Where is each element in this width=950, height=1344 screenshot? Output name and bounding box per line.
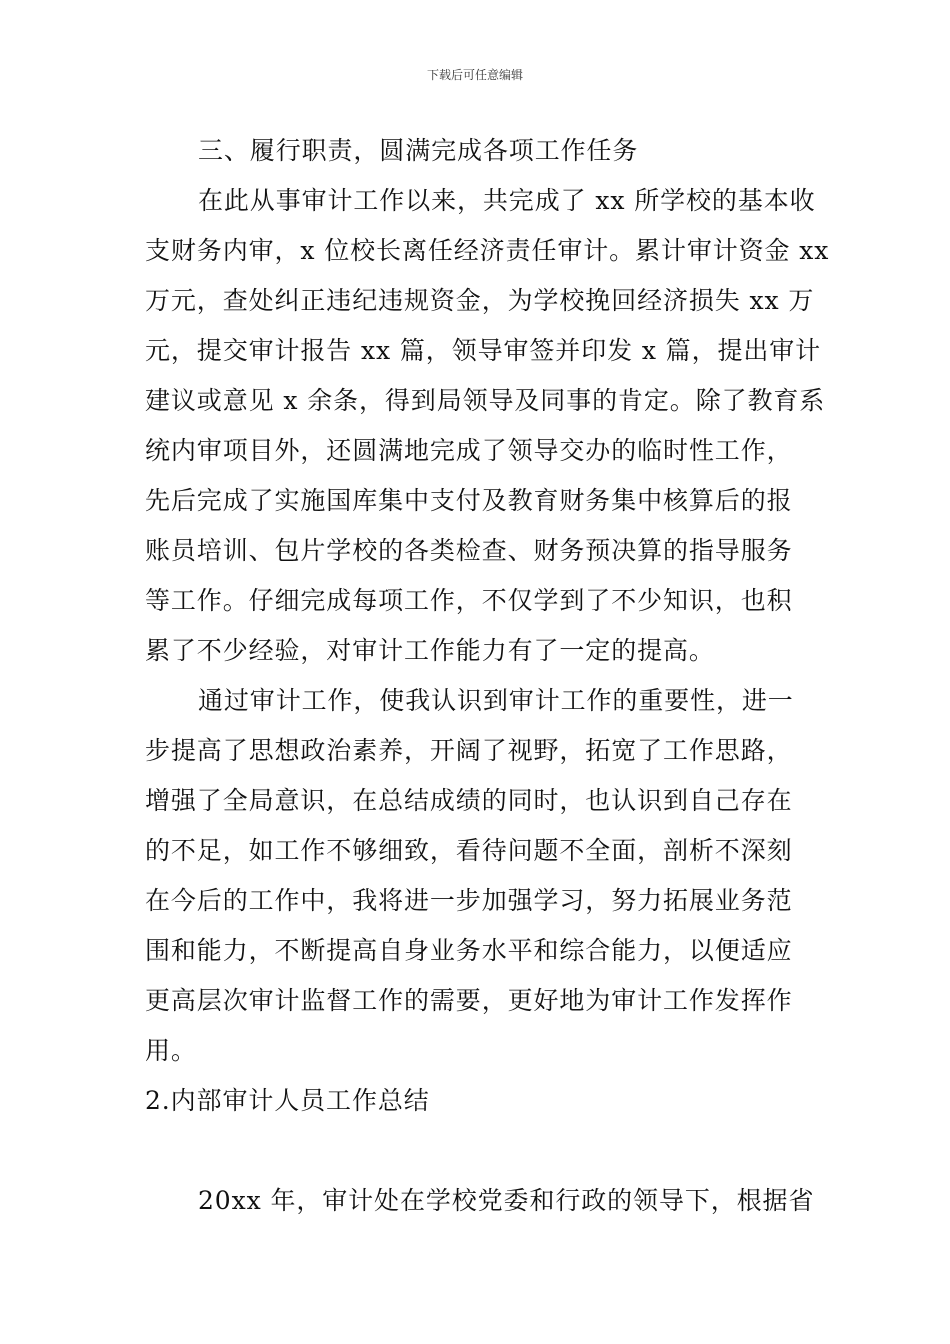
paragraph-line: 账员培训、包片学校的各类检查、财务预决算的指导服务 bbox=[145, 536, 793, 565]
paragraph-line: 更高层次审计监督工作的需要，更好地为审计工作发挥作 bbox=[145, 986, 793, 1015]
paragraph-line: 支财务内审，x 位校长离任经济责任审计。累计审计资金 xx bbox=[145, 236, 830, 265]
paragraph-line: 步提高了思想政治素养，开阔了视野，拓宽了工作思路， bbox=[145, 736, 793, 765]
document-body bbox=[145, 126, 830, 1226]
paragraph-line: 先后完成了实施国库集中支付及教育财务集中核算后的报 bbox=[145, 486, 793, 515]
paragraph-line: 累了不少经验，对审计工作能力有了一定的提高。 bbox=[145, 636, 715, 665]
paragraph-line: 等工作。仔细完成每项工作，不仅学到了不少知识，也积 bbox=[145, 586, 793, 615]
blank-line bbox=[145, 1126, 809, 1176]
paragraph-start-line: 在此从事审计工作以来，共完成了 xx 所学校的基本收 bbox=[198, 186, 816, 215]
paragraph-start-line: 20xx 年，审计处在学校党委和行政的领导下，根据省 bbox=[198, 1186, 815, 1215]
paragraph-line: 2.内部审计人员工作总结 bbox=[145, 1086, 430, 1115]
paragraph-line: 在今后的工作中，我将进一步加强学习，努力拓展业务范 bbox=[145, 886, 793, 915]
page-header: 下载后可任意编辑 bbox=[426, 68, 523, 82]
paragraph-line: 元，提交审计报告 xx 篇，领导审签并印发 x 篇，提出审计 bbox=[145, 336, 822, 365]
paragraph-line: 建议或意见 x 余条，得到局领导及同事的肯定。除了教育系 bbox=[145, 386, 826, 415]
paragraph-line: 的不足，如工作不够细致，看待问题不全面，剖析不深刻 bbox=[145, 836, 793, 865]
paragraph-start-line: 通过审计工作，使我认识到审计工作的重要性，进一 bbox=[198, 686, 794, 715]
paragraph-start-line: 三、履行职责，圆满完成各项工作任务 bbox=[198, 136, 639, 165]
paragraph-line: 统内审项目外，还圆满地完成了领导交办的临时性工作， bbox=[145, 436, 793, 465]
paragraph-line: 增强了全局意识，在总结成绩的同时，也认识到自己存在 bbox=[145, 786, 793, 815]
paragraph-line: 围和能力，不断提高自身业务水平和综合能力，以便适应 bbox=[145, 936, 793, 965]
paragraph-line: 万元，查处纠正违纪违规资金，为学校挽回经济损失 xx 万 bbox=[145, 286, 815, 315]
paragraph-line: 用。 bbox=[145, 1036, 197, 1065]
